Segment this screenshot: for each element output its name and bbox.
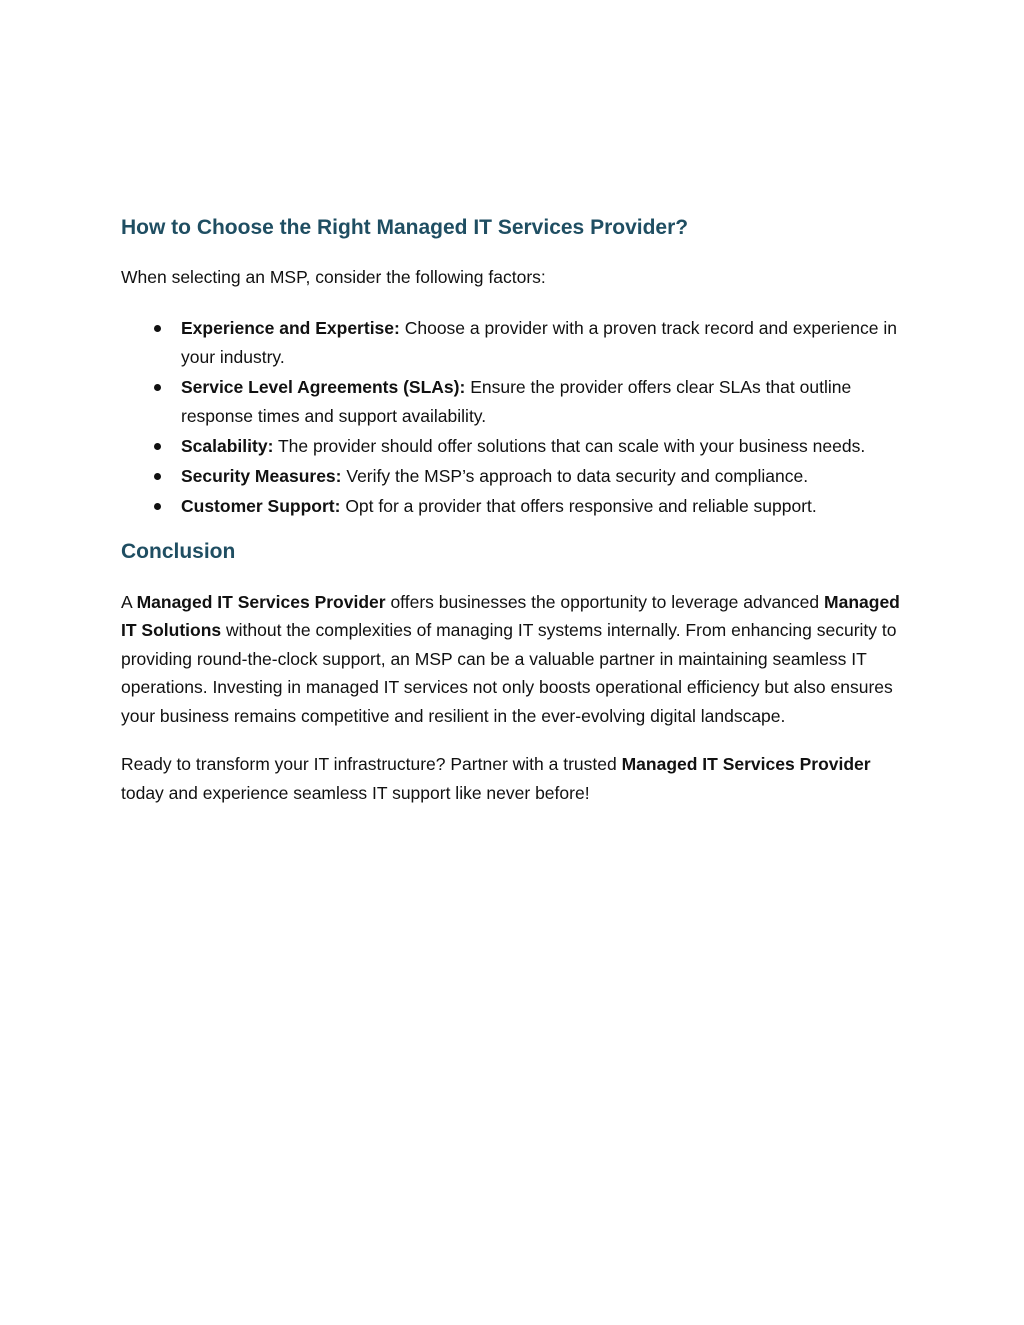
bullet-icon xyxy=(154,503,161,510)
bold-term: Managed IT Services Provider xyxy=(136,591,386,612)
factor-text: Choose a provider with a proven track record and experience in your industry. xyxy=(181,317,897,367)
bullet-icon xyxy=(154,384,161,391)
text-run: today and experience seamless IT support like never before! xyxy=(121,782,590,803)
text-run: offers businesses the opportunity to leverage advanced xyxy=(385,591,825,612)
intro-paragraph: When selecting an MSP, consider the following factors: xyxy=(121,267,546,287)
factor-label: Security Measures: xyxy=(181,465,342,486)
list-item xyxy=(121,492,911,521)
text-run: without the complexities of managing IT systems internally. From enhancing security to providing round-the-clock support, an MSP can be a valuable partner in maintaining seamless IT operations. Investing in managed IT services not only boosts operational efficiency but also ensures your business remains competitive and resilient in the ever-evolving digital landscape. xyxy=(121,620,897,726)
bold-term: Managed IT Solutions xyxy=(121,591,900,640)
bold-term: Managed IT Services Provider xyxy=(621,754,871,774)
factors-list xyxy=(121,314,911,521)
bullet-icon xyxy=(154,325,161,332)
text-run: A xyxy=(121,591,137,612)
list-item xyxy=(121,373,911,431)
factor-text: The provider should offer solutions that can scale with your business needs. xyxy=(273,435,866,456)
document-content xyxy=(121,212,911,807)
factor-text: Ensure the provider offers clear SLAs that outline response times and support availability. xyxy=(181,376,852,426)
text-run: Ready to transform your IT infrastructure? Partner with a trusted xyxy=(121,754,622,774)
factor-label: Customer Support: xyxy=(181,495,341,516)
factor-label: Scalability: xyxy=(181,435,274,456)
call-to-action-paragraph xyxy=(121,750,911,807)
conclusion-paragraph xyxy=(121,588,911,731)
list-item xyxy=(121,432,911,461)
section-heading-choose-provider: How to Choose the Right Managed IT Services Provider? xyxy=(121,216,689,239)
list-item xyxy=(121,462,911,491)
factor-text: Opt for a provider that offers responsive and reliable support. xyxy=(340,495,817,516)
section-heading-conclusion: Conclusion xyxy=(121,539,236,563)
factor-label: Experience and Expertise: xyxy=(181,317,400,338)
factor-text: Verify the MSP’s approach to data security and compliance. xyxy=(341,465,809,486)
factor-label: Service Level Agreements (SLAs): xyxy=(181,376,466,397)
bullet-icon xyxy=(154,473,161,480)
bullet-icon xyxy=(154,443,161,450)
list-item xyxy=(121,314,911,372)
